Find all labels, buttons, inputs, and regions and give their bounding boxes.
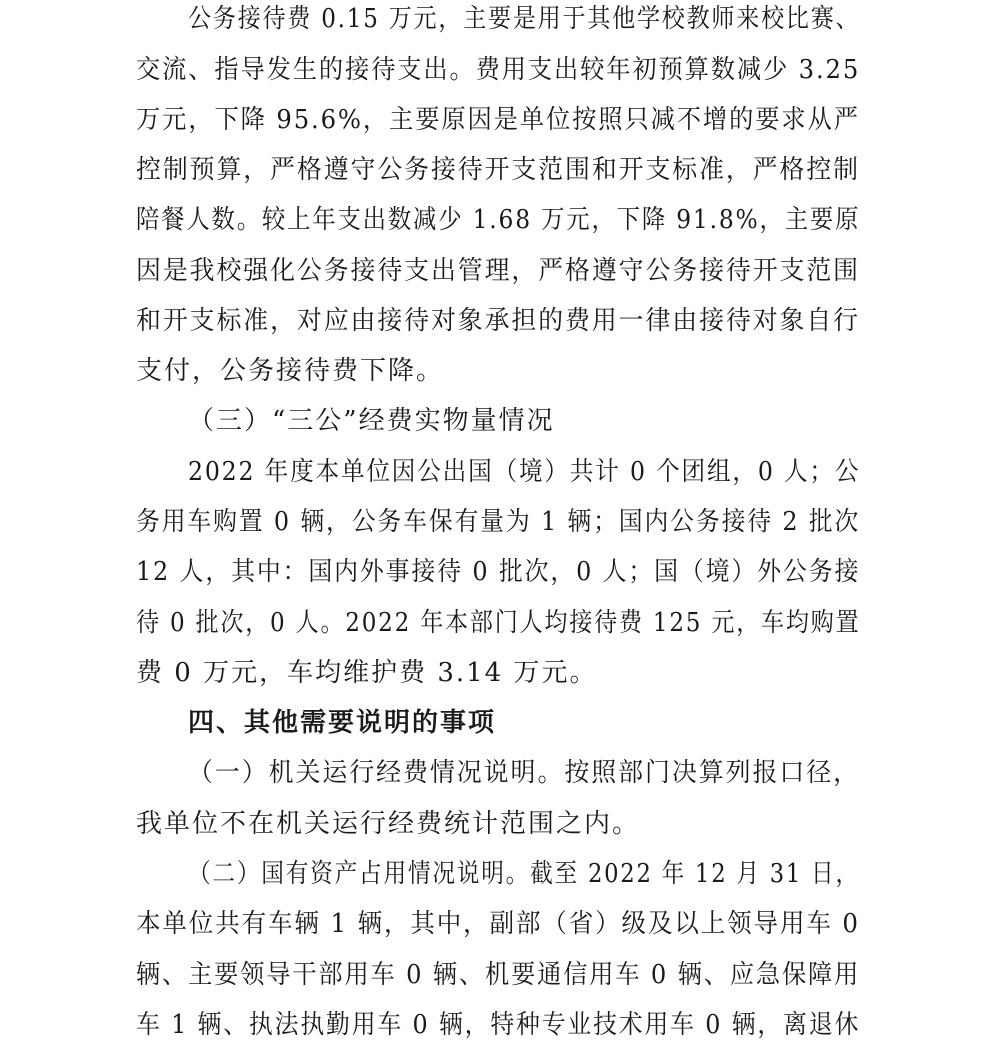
text-line: 辆、主要领导干部用车 0 辆、机要通信用车 0 辆、应急保障用 bbox=[136, 960, 861, 990]
text-line: 和开支标准，对应由接待对象承担的费用一律由接待对象自行 bbox=[136, 306, 861, 336]
text-line: 我单位不在机关运行经费统计范围之内。 bbox=[136, 809, 641, 839]
text-line: （一）机关运行经费情况说明。按照部门决算列报口径， bbox=[188, 758, 861, 788]
text-line: 12 人，其中：国内外事接待 0 批次，0 人；国（境）外公务接 bbox=[136, 557, 861, 587]
text-line: 2022 年度本单位因公出国（境）共计 0 个团组，0 人；公 bbox=[188, 457, 861, 487]
text-line: 车 1 辆、执法执勤用车 0 辆，特种专业技术用车 0 辆，离退休 bbox=[136, 1010, 861, 1040]
section-heading-3: （三）“三公”经费实物量情况 bbox=[188, 406, 555, 436]
text-line: 陪餐人数。较上年支出数减少 1.68 万元，下降 91.8%，主要原 bbox=[136, 205, 861, 235]
text-line: 支付，公务接待费下降。 bbox=[136, 356, 445, 386]
text-line: 本单位共有车辆 1 辆，其中，副部（省）级及以上领导用车 0 bbox=[136, 909, 860, 939]
text-line: 费 0 万元，车均维护费 3.14 万元。 bbox=[136, 658, 598, 688]
text-line: 待 0 批次，0 人。2022 年本部门人均接待费 125 元，车均购置 bbox=[136, 608, 861, 638]
text-line: 万元，下降 95.6%，主要原因是单位按照只减不增的要求从严 bbox=[136, 105, 860, 135]
text-line: 交流、指导发生的接待支出。费用支出较年初预算数减少 3.25 bbox=[136, 55, 861, 85]
section-heading-4: 四、其他需要说明的事项 bbox=[188, 708, 497, 738]
text-line: 务用车购置 0 辆，公务车保有量为 1 辆；国内公务接待 2 批次 bbox=[136, 507, 861, 537]
text-line: 因是我校强化公务接待支出管理，严格遵守公务接待开支范围 bbox=[136, 256, 861, 286]
text-line: （二）国有资产占用情况说明。截至 2022 年 12 月 31 日， bbox=[188, 859, 860, 889]
text-line: 公务接待费 0.15 万元，主要是用于其他学校教师来校比赛、 bbox=[188, 4, 861, 34]
text-line: 控制预算，严格遵守公务接待开支范围和开支标准，严格控制 bbox=[136, 155, 861, 185]
